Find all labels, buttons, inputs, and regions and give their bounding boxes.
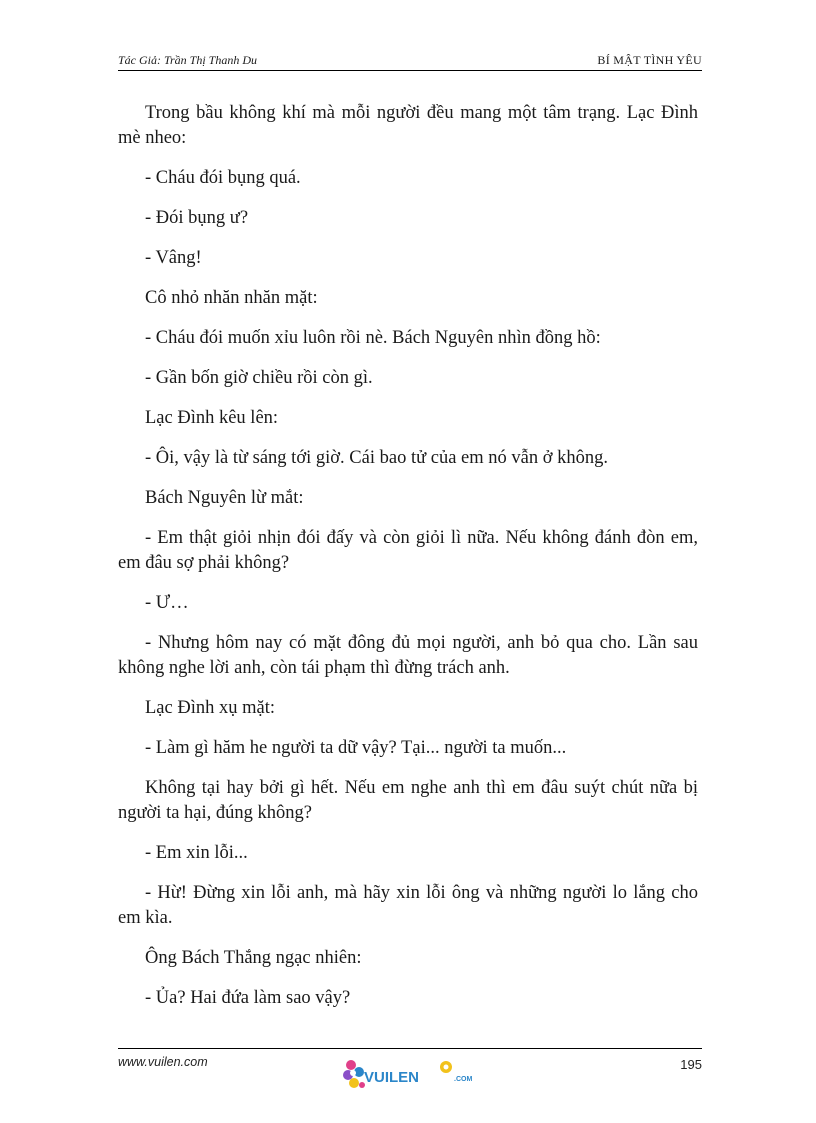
paragraph: Cô nhỏ nhăn nhăn mặt:: [145, 288, 318, 308]
paragraph: Bách Nguyên lừ mắt:: [145, 488, 304, 508]
author-credit: Tác Giả: Trần Thị Thanh Du: [118, 53, 258, 67]
paragraph: Ông Bách Thắng ngạc nhiên:: [145, 948, 362, 968]
paragraph: Trong bầu không khí mà mỗi người đều mang một tâm trạng. Lạc Đình mè nheo:: [118, 103, 698, 148]
paragraph: Lạc Đình kêu lên:: [145, 408, 279, 428]
paragraph: - Ủa? Hai đứa làm sao vậy?: [145, 988, 351, 1008]
paragraph: Không tại hay bởi gì hết. Nếu em nghe anh thì em đâu suýt chút nữa bị người ta hại, đúng không?: [118, 778, 698, 823]
paragraph: - Làm gì hăm he người ta dữ vậy? Tại... người ta muốn...: [145, 738, 567, 758]
vuilen-logo: [342, 1055, 492, 1093]
paragraph: - Ư…: [145, 593, 189, 613]
paragraph: - Ôi, vậy là từ sáng tới giờ. Cái bao tử của em nó vẫn ở không.: [145, 448, 608, 468]
flower-icon: [343, 1060, 365, 1088]
paragraph: - Nhưng hôm nay có mặt đông đủ mọi người, anh bỏ qua cho. Lần sau không nghe lời anh, còn tái phạm thì đừng trách anh.: [118, 633, 698, 678]
paragraph: - Em thật giỏi nhịn đói đấy và còn giỏi lì nữa. Nếu không đánh đòn em, em đâu sợ phải không?: [118, 528, 698, 573]
paragraph: - Vâng!: [145, 248, 202, 268]
page-number: 195: [680, 1057, 702, 1072]
paragraph: - Cháu đói muốn xỉu luôn rồi nè. Bách Nguyên nhìn đồng hồ:: [145, 328, 601, 348]
site-url[interactable]: www.vuilen.com: [118, 1055, 208, 1069]
star-icon: [440, 1061, 452, 1073]
logo-text-suffix: .COM: [454, 1076, 473, 1083]
book-title: BÍ MẬT TÌNH YÊU: [597, 53, 702, 67]
paragraph: - Em xin lỗi...: [145, 843, 248, 863]
logo-text-main: VUILEN: [364, 1069, 420, 1086]
paragraph: Lạc Đình xụ mặt:: [145, 698, 275, 718]
page-footer: [118, 1048, 702, 1099]
page-header: [118, 50, 702, 71]
paragraph: - Đói bụng ư?: [145, 208, 249, 228]
paragraph: - Cháu đói bụng quá.: [145, 168, 301, 188]
paragraph: - Hừ! Đừng xin lỗi anh, mà hãy xin lỗi ông và những người lo lắng cho em kìa.: [118, 883, 698, 928]
body-text: [118, 101, 698, 1011]
paragraph: - Gần bốn giờ chiều rồi còn gì.: [145, 368, 373, 388]
